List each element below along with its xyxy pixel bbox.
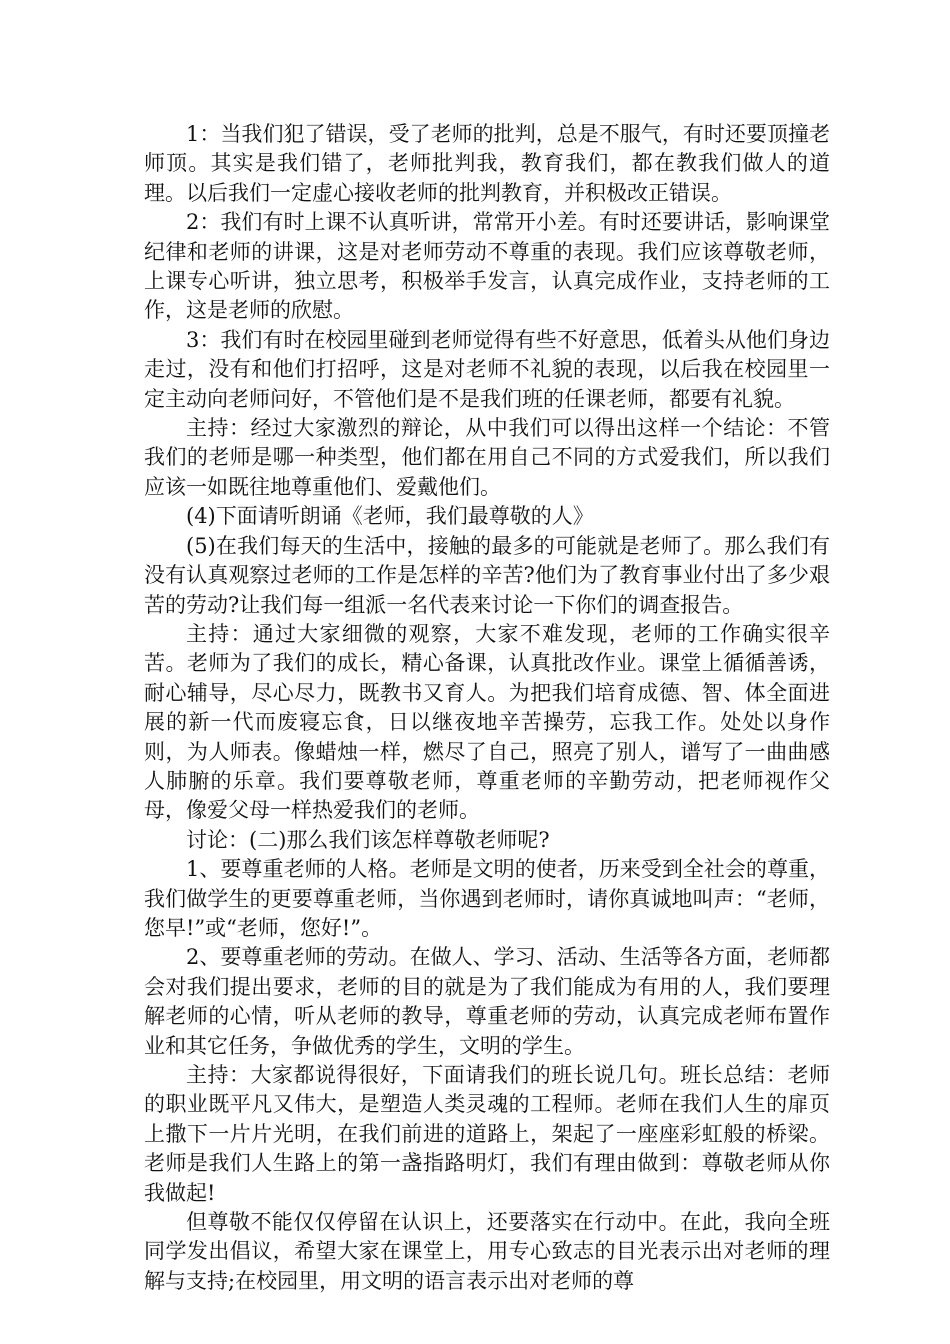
paragraph-5: (4)下面请听朗诵《老师，我们最尊敬的人》 <box>186 504 594 529</box>
paragraph-11: 主持：大家都说得很好，下面请我们的班长说几句。班长总结：老师的职业既平凡又伟大，是塑造人类灵魂的工程师。老师在我们人生的扉页上撒下一片片光明，在我们前进的道路上，架起了一座座彩虹般的桥梁。老师是我们人生路上的第一盏指路明灯，我们有理由做到：尊敬老师从你我做起! <box>144 1063 830 1205</box>
paragraph-1: 1：当我们犯了错误，受了老师的批判，总是不服气，有时还要顶撞老师顶。其实是我们错了，老师批判我，教育我们，都在教我们做人的道理。以后我们一定虚心接收老师的批判教育，并积极改正错误。 <box>144 122 830 205</box>
paragraph-6: (5)在我们每天的生活中，接触的最多的可能就是老师了。那么我们有没有认真观察过老师的工作是怎样的辛苦?他们为了教育事业付出了多少艰苦的劳动?让我们每一组派一名代表来讨论一下你们的调查报告。 <box>144 533 830 617</box>
document-body <box>144 120 830 1296</box>
paragraph-4: 主持：经过大家激烈的辩论，从中我们可以得出这样一个结论：不管我们的老师是哪一种类型，他们都在用自己不同的方式爱我们，所以我们应该一如既往地尊重他们、爱戴他们。 <box>144 416 830 499</box>
paragraph-2: 2：我们有时上课不认真听讲，常常开小差。有时还要讲话，影响课堂纪律和老师的讲课，这是对老师劳动不尊重的表现。我们应该尊敬老师，上课专心听讲，独立思考，积极举手发言，认真完成作业，支持老师的工作，这是老师的欣慰。 <box>144 210 830 323</box>
paragraph-12: 但尊敬不能仅仅停留在认识上，还要落实在行动中。在此，我向全班同学发出倡议，希望大家在课堂上，用专心致志的目光表示出对老师的理解与支持;在校园里，用文明的语言表示出对老师的尊 <box>144 1210 830 1293</box>
paragraph-10: 2、要尊重老师的劳动。在做人、学习、活动、生活等各方面，老师都会对我们提出要求，老师的目的就是为了我们能成为有用的人，我们要理解老师的心情，听从老师的教导，尊重老师的劳动，认真完成老师布置作业和其它任务，争做优秀的学生，文明的学生。 <box>144 945 830 1058</box>
paragraph-9: 1、要尊重老师的人格。老师是文明的使者，历来受到全社会的尊重，我们做学生的更要尊重老师，当你遇到老师时，请你真诚地叫声：“老师，您早!”或“老师，您好!”。 <box>144 857 830 940</box>
paragraph-3: 3：我们有时在校园里碰到老师觉得有些不好意思，低着头从他们身边走过，没有和他们打招呼，这是对老师不礼貌的表现，以后我在校园里一定主动向老师问好，不管他们是不是我们班的任课老师，都要有礼貌。 <box>144 327 830 411</box>
paragraph-7: 主持：通过大家细微的观察，大家不难发现，老师的工作确实很辛苦。老师为了我们的成长，精心备课，认真批改作业。课堂上循循善诱，耐心辅导，尽心尽力，既教书又育人。为把我们培育成德、智、体全面进展的新一代而废寝忘食，日以继夜地辛苦操劳，忘我工作。处处以身作则，为人师表。像蜡烛一样，燃尽了自己，照亮了别人，谱写了一曲曲感人肺腑的乐章。我们要尊敬老师，尊重老师的辛勤劳动，把老师视作父母，像爱父母一样热爱我们的老师。 <box>144 621 830 823</box>
paragraph-8: 讨论：(二)那么我们该怎样尊敬老师呢? <box>186 827 550 852</box>
